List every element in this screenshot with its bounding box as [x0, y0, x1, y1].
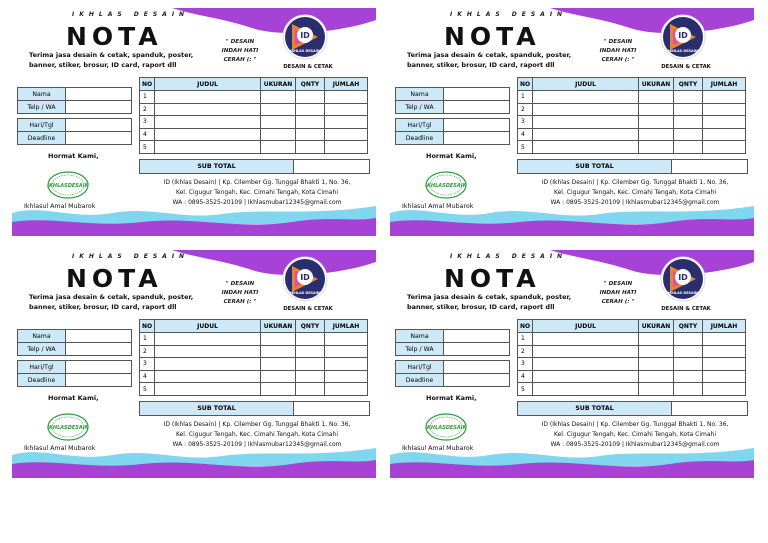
logo-caption: DESAIN & CETAK [661, 64, 711, 70]
brand-name: IKHLAS DESAIN [450, 11, 568, 18]
header-qnty: QNTY [674, 320, 703, 333]
subtotal-label: SUB TOTAL [518, 160, 672, 173]
slogan [588, 38, 648, 65]
date-field[interactable] [17, 360, 132, 374]
services-text: Terima jasa desain & cetak, spanduk, poster, banner, stiker, brosur, ID card, raport dll [29, 293, 194, 311]
header-ukuran: UKURAN [261, 78, 296, 91]
closing-text: Hormat Kami, [48, 394, 99, 402]
logo-ring-text: IKHLAS DESAIN [668, 49, 698, 53]
date-value[interactable] [66, 361, 131, 373]
name-field[interactable] [395, 87, 510, 101]
address-block [520, 420, 750, 450]
field-label: Hari/Tgl [396, 119, 444, 131]
table-row[interactable] [518, 128, 746, 141]
signer-name: Ikhlasul Amal Mubarok [24, 203, 96, 210]
table-row[interactable] [140, 91, 368, 104]
date-field[interactable] [17, 118, 132, 132]
logo-initials: ID [678, 31, 688, 40]
subtotal-value[interactable] [672, 402, 747, 415]
header-ukuran: UKURAN [639, 78, 674, 91]
items-table [517, 77, 746, 154]
invoice-card [12, 8, 376, 236]
slogan-line: " DESAIN [225, 281, 255, 287]
stamp-logo [45, 170, 91, 200]
address-line: WA : 0895-3525-20109 | Ikhlasmubar12345@gmail.com [172, 199, 342, 206]
address-line: Kel. Cigugur Tengah, Kec. Cimahi Tengah, Kota Cimahi [553, 189, 717, 196]
logo-initials: ID [300, 273, 310, 282]
table-row[interactable] [518, 383, 746, 396]
table-row[interactable] [518, 141, 746, 154]
phone-field[interactable] [395, 342, 510, 356]
slogan-line: " DESAIN [603, 281, 633, 287]
deadline-value[interactable] [66, 132, 131, 144]
field-label: Nama [18, 330, 66, 342]
slogan-line: " DESAIN [225, 39, 255, 45]
logo-ring-text: IKHLAS DESAIN [668, 291, 698, 295]
row-number: 5 [140, 141, 155, 154]
date-field[interactable] [395, 118, 510, 132]
row-number: 2 [140, 103, 155, 116]
header-judul: JUDUL [533, 78, 639, 91]
stamp-text: IKHLASDESAIN [47, 183, 89, 189]
field-label: Hari/Tgl [396, 361, 444, 373]
header-ukuran: UKURAN [261, 320, 296, 333]
deadline-value[interactable] [66, 374, 131, 386]
logo-ring-text: IKHLAS DESAIN [290, 291, 320, 295]
address-line: Kel. Cigugur Tengah, Kec. Cimahi Tengah, Kota Cimahi [553, 431, 717, 438]
brand-name: IKHLAS DESAIN [450, 253, 568, 260]
stamp-text: IKHLASDESAIN [425, 425, 467, 431]
subtotal-value[interactable] [672, 160, 747, 173]
logo-initials: ID [300, 31, 310, 40]
subtotal-value[interactable] [294, 402, 369, 415]
slogan-line: CERAH (: " [601, 57, 635, 63]
services-text: Terima jasa desain & cetak, spanduk, poster, banner, stiker, brosur, ID card, raport dll [407, 293, 572, 311]
row-number: 5 [518, 383, 533, 396]
header-no: NO [518, 320, 533, 333]
phone-value[interactable] [66, 343, 131, 355]
table-row[interactable] [140, 103, 368, 116]
signer-name: Ikhlasul Amal Mubarok [402, 203, 474, 210]
row-number: 4 [518, 370, 533, 383]
subtotal-label: SUB TOTAL [518, 402, 672, 415]
subtotal-value[interactable] [294, 160, 369, 173]
field-label: Telp / WA [18, 101, 66, 113]
document-title: NOTA [66, 264, 163, 293]
row-number: 2 [140, 345, 155, 358]
closing-text: Hormat Kami, [426, 152, 477, 160]
invoice-card [390, 250, 754, 478]
header-no: NO [518, 78, 533, 91]
table-row[interactable] [518, 333, 746, 346]
deadline-field[interactable] [17, 131, 132, 145]
row-number: 3 [518, 358, 533, 371]
table-row[interactable] [140, 333, 368, 346]
header-qnty: QNTY [674, 78, 703, 91]
signer-name: Ikhlasul Amal Mubarok [24, 445, 96, 452]
address-line: WA : 0895-3525-20109 | Ikhlasmubar12345@gmail.com [550, 441, 720, 448]
subtotal-label: SUB TOTAL [140, 160, 294, 173]
subtotal-label: SUB TOTAL [140, 402, 294, 415]
row-number: 1 [518, 333, 533, 346]
address-line: ID (Ikhlas Desain) | Kp. Cilember Gg. Tunggal Bhakti 1, No. 36, [163, 421, 351, 428]
header-judul: JUDUL [155, 320, 261, 333]
address-block [142, 420, 372, 450]
slogan-line: INDAH HATI [599, 290, 637, 296]
slogan [210, 280, 270, 307]
name-field[interactable] [17, 329, 132, 343]
address-line: Kel. Cigugur Tengah, Kec. Cimahi Tengah, Kota Cimahi [175, 431, 339, 438]
stamp-text: IKHLASDESAIN [47, 425, 89, 431]
deadline-field[interactable] [17, 373, 132, 387]
slogan-line: INDAH HATI [221, 48, 259, 54]
invoice-card [12, 250, 376, 478]
deadline-value[interactable] [444, 374, 509, 386]
table-row[interactable] [140, 383, 368, 396]
logo-ring-text: IKHLAS DESAIN [290, 49, 320, 53]
subtotal-row[interactable] [517, 401, 748, 416]
slogan-line: INDAH HATI [221, 290, 259, 296]
address-line: ID (Ikhlas Desain) | Kp. Cilember Gg. Tunggal Bhakti 1, No. 36, [541, 179, 729, 186]
header-qnty: QNTY [296, 320, 325, 333]
phone-value[interactable] [66, 101, 131, 113]
address-block [520, 178, 750, 208]
field-label: Nama [396, 88, 444, 100]
field-label: Deadline [396, 374, 444, 386]
header-jumlah: JUMLAH [703, 320, 746, 333]
address-line: Kel. Cigugur Tengah, Kec. Cimahi Tengah, Kota Cimahi [175, 189, 339, 196]
brand-name: IKHLAS DESAIN [72, 253, 190, 260]
slogan [588, 280, 648, 307]
brand-logo [660, 14, 706, 60]
header-jumlah: JUMLAH [325, 78, 368, 91]
table-row[interactable] [140, 370, 368, 383]
items-table [517, 319, 746, 396]
stamp-logo [45, 412, 91, 442]
subtotal-row[interactable] [139, 159, 370, 174]
stamp-logo [423, 170, 469, 200]
field-label: Telp / WA [396, 343, 444, 355]
address-line: WA : 0895-3525-20109 | Ikhlasmubar12345@gmail.com [172, 441, 342, 448]
services-text: Terima jasa desain & cetak, spanduk, poster, banner, stiker, brosur, ID card, raport dll [407, 51, 572, 69]
table-row[interactable] [140, 116, 368, 129]
deadline-field[interactable] [395, 373, 510, 387]
date-field[interactable] [395, 360, 510, 374]
field-label: Hari/Tgl [18, 119, 66, 131]
document-title: NOTA [66, 22, 163, 51]
slogan-line: INDAH HATI [599, 48, 637, 54]
subtotal-row[interactable] [517, 159, 748, 174]
row-number: 2 [518, 103, 533, 116]
closing-text: Hormat Kami, [426, 394, 477, 402]
slogan [210, 38, 270, 65]
header-jumlah: JUMLAH [703, 78, 746, 91]
closing-text: Hormat Kami, [48, 152, 99, 160]
items-table [139, 319, 368, 396]
field-label: Nama [396, 330, 444, 342]
signer-name: Ikhlasul Amal Mubarok [402, 445, 474, 452]
brand-name: IKHLAS DESAIN [72, 11, 190, 18]
slogan-line: " DESAIN [603, 39, 633, 45]
address-line: WA : 0895-3525-20109 | Ikhlasmubar12345@gmail.com [550, 199, 720, 206]
name-value[interactable] [66, 88, 131, 100]
invoice-card [390, 8, 754, 236]
name-value[interactable] [444, 330, 509, 342]
table-row[interactable] [518, 370, 746, 383]
table-row[interactable] [518, 358, 746, 371]
header-judul: JUDUL [533, 320, 639, 333]
logo-caption: DESAIN & CETAK [661, 306, 711, 312]
date-value[interactable] [444, 119, 509, 131]
field-label: Deadline [18, 132, 66, 144]
header-ukuran: UKURAN [639, 320, 674, 333]
field-label: Deadline [18, 374, 66, 386]
deadline-field[interactable] [395, 131, 510, 145]
brand-logo [282, 256, 328, 302]
brand-logo [282, 14, 328, 60]
services-text: Terima jasa desain & cetak, spanduk, poster, banner, stiker, brosur, ID card, raport dll [29, 51, 194, 69]
row-number: 4 [518, 128, 533, 141]
deadline-value[interactable] [444, 132, 509, 144]
field-label: Deadline [396, 132, 444, 144]
row-number: 3 [140, 116, 155, 129]
field-label: Nama [18, 88, 66, 100]
phone-field[interactable] [17, 342, 132, 356]
header-jumlah: JUMLAH [325, 320, 368, 333]
name-value[interactable] [66, 330, 131, 342]
logo-caption: DESAIN & CETAK [283, 306, 333, 312]
address-block [142, 178, 372, 208]
row-number: 5 [518, 141, 533, 154]
table-row[interactable] [518, 103, 746, 116]
phone-field[interactable] [395, 100, 510, 114]
name-value[interactable] [444, 88, 509, 100]
slogan-line: CERAH (: " [223, 299, 257, 305]
row-number: 1 [140, 91, 155, 104]
row-number: 2 [518, 345, 533, 358]
table-row[interactable] [140, 141, 368, 154]
row-number: 5 [140, 383, 155, 396]
table-row[interactable] [518, 91, 746, 104]
name-field[interactable] [395, 329, 510, 343]
table-row[interactable] [518, 345, 746, 358]
field-label: Telp / WA [18, 343, 66, 355]
slogan-line: CERAH (: " [601, 299, 635, 305]
header-no: NO [140, 320, 155, 333]
name-field[interactable] [17, 87, 132, 101]
row-number: 1 [518, 91, 533, 104]
row-number: 3 [140, 358, 155, 371]
row-number: 3 [518, 116, 533, 129]
table-row[interactable] [140, 358, 368, 371]
logo-caption: DESAIN & CETAK [283, 64, 333, 70]
row-number: 1 [140, 333, 155, 346]
table-row[interactable] [140, 345, 368, 358]
address-line: ID (Ikhlas Desain) | Kp. Cilember Gg. Tunggal Bhakti 1, No. 36, [163, 179, 351, 186]
document-title: NOTA [444, 22, 541, 51]
row-number: 4 [140, 370, 155, 383]
phone-value[interactable] [444, 101, 509, 113]
items-table [139, 77, 368, 154]
subtotal-row[interactable] [139, 401, 370, 416]
brand-logo [660, 256, 706, 302]
table-row[interactable] [518, 116, 746, 129]
date-value[interactable] [66, 119, 131, 131]
date-value[interactable] [444, 361, 509, 373]
document-title: NOTA [444, 264, 541, 293]
row-number: 4 [140, 128, 155, 141]
stamp-logo [423, 412, 469, 442]
phone-field[interactable] [17, 100, 132, 114]
stamp-text: IKHLASDESAIN [425, 183, 467, 189]
header-no: NO [140, 78, 155, 91]
field-label: Telp / WA [396, 101, 444, 113]
field-label: Hari/Tgl [18, 361, 66, 373]
address-line: ID (Ikhlas Desain) | Kp. Cilember Gg. Tunggal Bhakti 1, No. 36, [541, 421, 729, 428]
slogan-line: CERAH (: " [223, 57, 257, 63]
phone-value[interactable] [444, 343, 509, 355]
header-qnty: QNTY [296, 78, 325, 91]
header-judul: JUDUL [155, 78, 261, 91]
logo-initials: ID [678, 273, 688, 282]
table-row[interactable] [140, 128, 368, 141]
